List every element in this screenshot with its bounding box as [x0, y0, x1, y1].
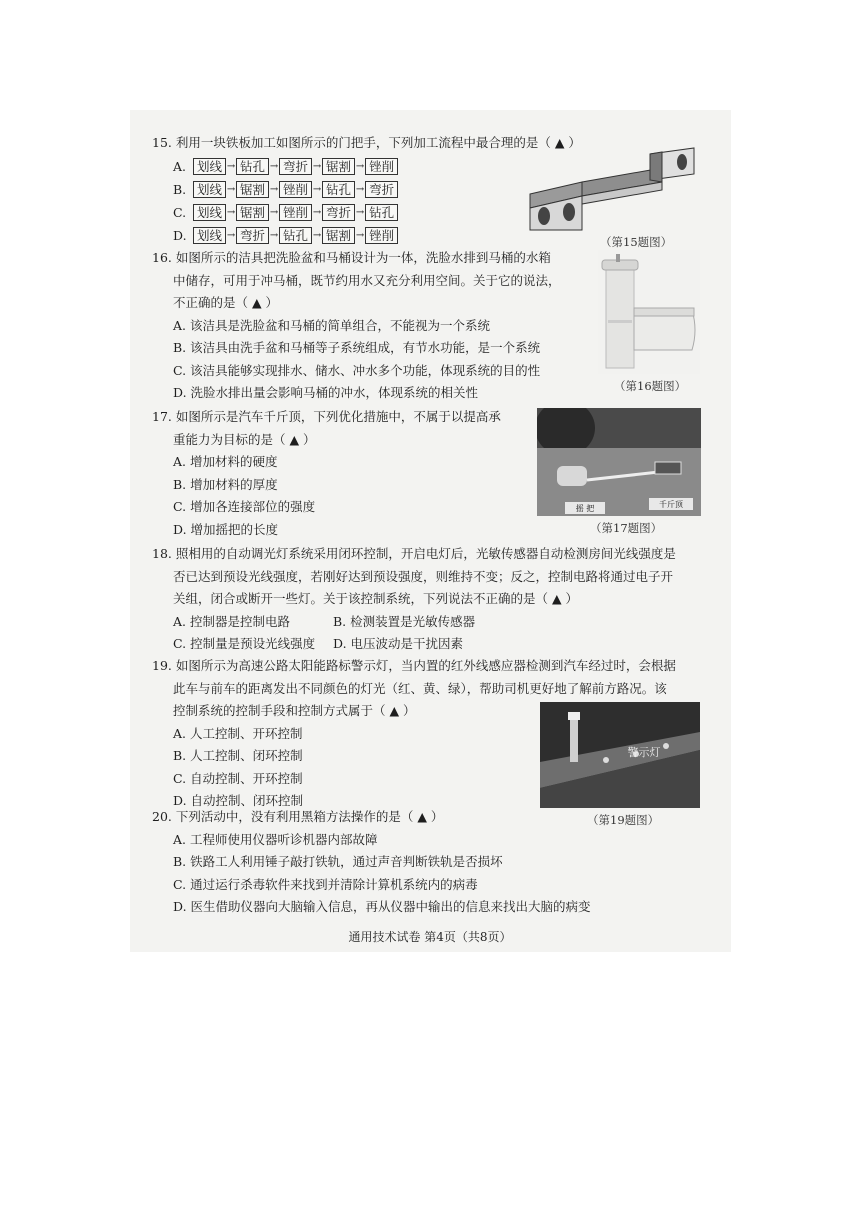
q15-process-step: 钻孔 — [365, 204, 398, 221]
q17-option-d: D. 增加摇把的长度 — [173, 521, 279, 537]
flow-arrow-icon: → — [269, 206, 279, 218]
q16-caption: （第16题图） — [614, 379, 687, 393]
q15-door-handle-figure — [522, 146, 700, 232]
flow-arrow-icon: → — [355, 160, 365, 172]
flow-arrow-icon: → — [269, 183, 279, 195]
q19-stem-line: 控制系统的控制手段和控制方式属于（ ▲ ） — [173, 703, 416, 718]
q17-caption: （第17题图） — [590, 521, 663, 535]
q15-process-step: 弯折 — [279, 158, 312, 175]
q18-option-a: A. 控制器是控制电路 — [173, 613, 290, 629]
flow-arrow-icon: → — [355, 206, 365, 218]
q19-photo-label: 警示灯 — [627, 746, 661, 759]
q17-option-c: C. 增加各连接部位的强度 — [173, 499, 316, 514]
q15-option-label: A. — [173, 158, 187, 174]
q20-block — [152, 806, 591, 919]
q18-block — [152, 543, 676, 656]
q15-process-step: 锉削 — [279, 204, 312, 221]
flow-arrow-icon: → — [312, 160, 322, 172]
page-footer: 通用技术试卷 第4页（共8页） — [348, 930, 512, 944]
q20-option-b: B. 铁路工人利用锤子敲打铁轨，通过声音判断铁轨是否损坏 — [173, 854, 503, 869]
q16-option-a: A. 该洁具是洗脸盆和马桶的简单组合，不能视为一个系统 — [173, 317, 490, 333]
q19-option-b: B. 人工控制、闭环控制 — [173, 748, 303, 763]
q16-stem-line: 中储存，可用于冲马桶，既节约用水又充分利用空间。关于它的说法， — [173, 272, 561, 288]
q15-process-step: 锯割 — [322, 158, 355, 175]
q15-option-row — [173, 181, 398, 198]
q15-option-label: C. — [173, 204, 187, 220]
q20-option-d: D. 医生借助仪器向大脑输入信息，再从仪器中输出的信息来找出大脑的病变 — [173, 899, 591, 914]
q15-process-step: 划线 — [193, 227, 226, 244]
flow-arrow-icon: → — [226, 206, 236, 218]
q19-warning-light-photo — [540, 702, 700, 808]
q17-car-jack-photo — [537, 408, 701, 516]
q17-stem-line: 重能力为目标的是（ ▲ ） — [173, 431, 316, 447]
q15-option-row — [173, 158, 398, 175]
flow-arrow-icon: → — [312, 183, 322, 195]
q15-process-step: 钻孔 — [236, 158, 269, 175]
q16-sink-toilet-photo — [598, 250, 700, 374]
q19-stem-line: 19. 如图所示为高速公路太阳能路标警示灯，当内置的红外线感应器检测到汽车经过时，会根据 — [152, 658, 676, 673]
q15-process-step: 钻孔 — [279, 227, 312, 244]
q16-option-d: D. 洗脸水排出量会影响马桶的冲水，体现系统的相关性 — [173, 385, 479, 400]
q17-option-b: B. 增加材料的厚度 — [173, 476, 278, 492]
q16-stem-line: 16. 如图所示的洁具把洗脸盆和马桶设计为一体，洗脸水排到马桶的水箱 — [152, 250, 551, 265]
q19-caption: （第19题图） — [587, 813, 660, 827]
q17-block — [152, 406, 501, 541]
q15-process-step: 锯割 — [236, 181, 269, 198]
q15-process-step: 弯折 — [236, 227, 269, 244]
q17-stem-line: 17. 如图所示是汽车千斤顶，下列优化措施中，不属于以提高承 — [152, 409, 501, 424]
q15-process-step: 锯割 — [322, 227, 355, 244]
q15-process-step: 弯折 — [322, 204, 355, 221]
q15-process-step: 弯折 — [365, 181, 398, 198]
q15-process-step: 划线 — [193, 181, 226, 198]
flow-arrow-icon: → — [312, 229, 322, 241]
q15-option-label: B. — [173, 181, 187, 197]
q18-option-d: D. 电压波动是干扰因素 — [333, 636, 464, 651]
q18-stem-line: 关组，闭合或断开一些灯。关于该控制系统，下列说法不正确的是（ ▲ ） — [173, 591, 579, 606]
q16-stem-line: 不正确的是（ ▲ ） — [173, 295, 279, 310]
q15-process-step: 锉削 — [365, 158, 398, 175]
flow-arrow-icon: → — [355, 183, 365, 195]
q15-process-step: 划线 — [193, 158, 226, 175]
flow-arrow-icon: → — [355, 229, 365, 241]
q19-option-c: C. 自动控制、开环控制 — [173, 770, 303, 786]
flow-arrow-icon: → — [226, 183, 236, 195]
q18-option-c: C. 控制量是预设光线强度 — [173, 636, 316, 651]
flow-arrow-icon: → — [226, 160, 236, 172]
q20-stem: 20. 下列活动中，没有利用黑箱方法操作的是（ ▲ ） — [152, 809, 444, 824]
q15-option-row — [173, 204, 398, 221]
q16-block — [152, 247, 561, 405]
q18-option-b: B. 检测装置是光敏传感器 — [333, 613, 476, 629]
flow-arrow-icon: → — [269, 160, 279, 172]
q17-photo-label-jack: 千斤顶 — [659, 500, 683, 509]
q15-process-step: 划线 — [193, 204, 226, 221]
q15-process-step: 钻孔 — [322, 181, 355, 198]
q15-option-row — [173, 227, 398, 244]
q19-option-a: A. 人工控制、开环控制 — [173, 725, 303, 741]
flow-arrow-icon: → — [269, 229, 279, 241]
q16-option-b: B. 该洁具由洗手盆和马桶等子系统组成，有节水功能，是一个系统 — [173, 340, 541, 355]
q20-option-c: C. 通过运行杀毒软件来找到并清除计算机系统内的病毒 — [173, 876, 478, 892]
q15-process-step: 锉削 — [365, 227, 398, 244]
q19-stem-line: 此车与前车的距离发出不同颜色的灯光（红、黄、绿），帮助司机更好地了解前方路况。该 — [173, 680, 667, 696]
q17-photo-label-crank: 摇 把 — [575, 504, 595, 513]
q16-option-c: C. 该洁具能够实现排水、储水、冲水多个功能，体现系统的目的性 — [173, 362, 541, 378]
q15-stem: 15. 利用一块铁板加工如图所示的门把手，下列加工流程中最合理的是（ ▲ ） — [152, 135, 581, 150]
q15-option-label: D. — [173, 227, 187, 243]
q15-process-step: 锯割 — [236, 204, 269, 221]
q19-option-d: D. 自动控制、闭环控制 — [173, 793, 304, 808]
q18-stem-line: 否已达到预设光线强度，若刚好达到预设强度，则维持不变；反之，控制电路将通过电子开 — [173, 568, 674, 584]
q15-caption: （第15题图） — [600, 235, 673, 249]
q20-option-a: A. 工程师使用仪器听诊机器内部故障 — [173, 831, 378, 847]
flow-arrow-icon: → — [312, 206, 322, 218]
q18-stem-line: 18. 照相用的自动调光灯系统采用闭环控制，开启电灯后，光敏传感器自动检测房间光线强度是 — [152, 546, 676, 561]
q17-option-a: A. 增加材料的硬度 — [173, 454, 278, 469]
q15-process-step: 锉削 — [279, 181, 312, 198]
flow-arrow-icon: → — [226, 229, 236, 241]
